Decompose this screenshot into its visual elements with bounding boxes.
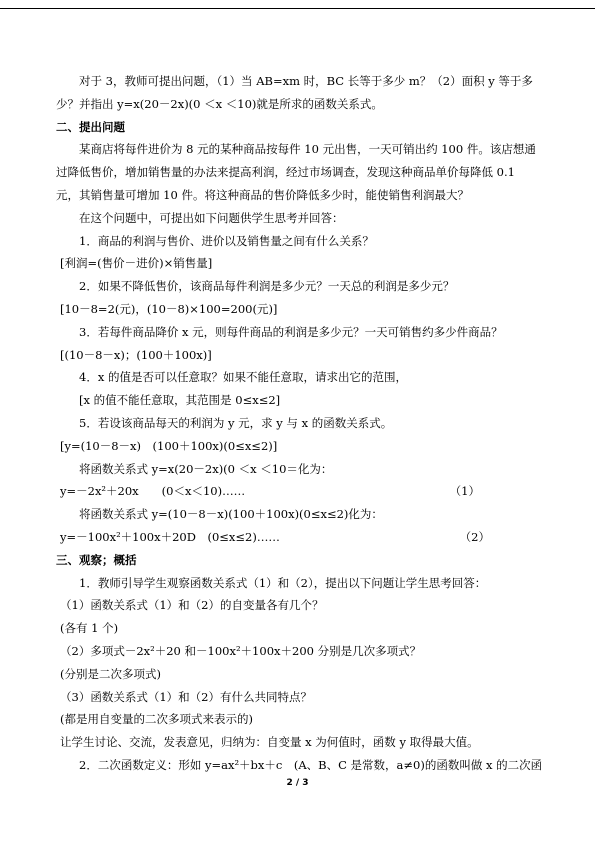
answer-line: (各有 1 个)	[60, 621, 119, 636]
paragraph-line: 在这个问题中，可提出如下问题供学生思考并回答：	[79, 210, 344, 225]
paragraph-line: 1．教师引导学生观察函数关系式（1）和（2），提出以下问题让学生思考回答：	[79, 575, 487, 590]
question-line: 4．x 的值是否可以任意取？如果不能任意取，请求出它的范围，	[79, 370, 407, 385]
question-line: 1．商品的利润与售价、进价以及销售量之间有什么关系？	[79, 233, 374, 248]
paragraph-line: 2．二次函数定义：形如 y=ax²＋bx＋c (A、B、C 是常数，a≠0)的函数叫做 x 的二次函	[79, 757, 542, 772]
page-number: 2 / 3	[286, 778, 309, 788]
paragraph-line: 某商店将每件进价为 8 元的某种商品按每件 10 元出售，一天可销出约 100 件。该店想通	[79, 142, 536, 157]
question-line: 2．如果不降低售价，该商品每件利润是多少元？一天总的利润是多少元？	[79, 279, 455, 294]
question-line: （3）函数关系式（1）和（2）有什么共同特点？	[60, 689, 312, 704]
section-heading: 二、提出问题	[56, 119, 125, 134]
answer-line: [10－8=2(元)，(10－8)×100=200(元)]	[60, 301, 278, 316]
paragraph-line: 将函数关系式 y=x(20－2x)(0 ＜x ＜10＝化为：	[79, 461, 333, 476]
answer-line: (分别是二次多项式)	[60, 666, 161, 681]
equation-row-2	[56, 526, 542, 549]
paragraph-line: 对于 3，教师可提出问题，（1）当 AB=xm 时，BC 长等于多少 m？（2）面积 y 等于多	[79, 74, 533, 88]
paragraph-line: 过降低售价，增加销售量的办法来提高利润，经过市场调查，发现这种商品单价每降低 0.1	[56, 165, 515, 180]
paragraph-line: 少？并指出 y=x(20－2x)(0 ＜x ＜10)就是所求的函数关系式。	[56, 96, 383, 111]
equation-1: y=－2x²＋20x (0＜x＜10)……	[60, 484, 246, 499]
paragraph-line: 让学生讨论、交流，发表意见，归纳为：自变量 x 为何值时，函数 y 取得最大值。	[60, 735, 479, 750]
paragraph-line: 元，其销售量可增加 10 件。将这种商品的售价降低多少时，能使销售利润最大？	[56, 187, 469, 202]
paragraph-line: 将函数关系式 y=(10－8－x)(100＋100x)(0≤x≤2)化为：	[79, 507, 383, 522]
answer-line: [y=(10－8－x) (100＋100x)(0≤x≤2)]	[60, 438, 278, 453]
question-line: 3．若每件商品降价 x 元，则每件商品的利润是多少元？一天可销售约多少件商品？	[79, 324, 503, 339]
question-line: 5．若设该商品每天的利润为 y 元，求 y 与 x 的函数关系式。	[79, 415, 393, 430]
document-body	[56, 70, 542, 777]
equation-tag-1: （1）	[449, 484, 480, 499]
answer-line: [利润=(售价－进价)×销售量]	[60, 256, 213, 271]
top-rule	[0, 8, 595, 9]
answer-line: [(10－8－x)；(100＋100x)]	[60, 347, 212, 362]
section-heading: 三、观察；概括	[56, 552, 137, 567]
question-line: （1）函数关系式（1）和（2）的自变量各有几个？	[60, 598, 324, 613]
equation-2: y=－100x²＋100x＋20D (0≤x≤2)……	[60, 529, 280, 544]
equation-row-1	[56, 480, 542, 503]
answer-line: [x 的值不能任意取，其范围是 0≤x≤2]	[79, 393, 281, 408]
question-line: （2）多项式－2x²＋20 和－100x²＋100x＋200 分别是几次多项式？	[60, 643, 422, 658]
answer-line: (都是用自变量的二次多项式来表示的)	[60, 712, 253, 727]
equation-tag-2: （2）	[459, 529, 490, 544]
